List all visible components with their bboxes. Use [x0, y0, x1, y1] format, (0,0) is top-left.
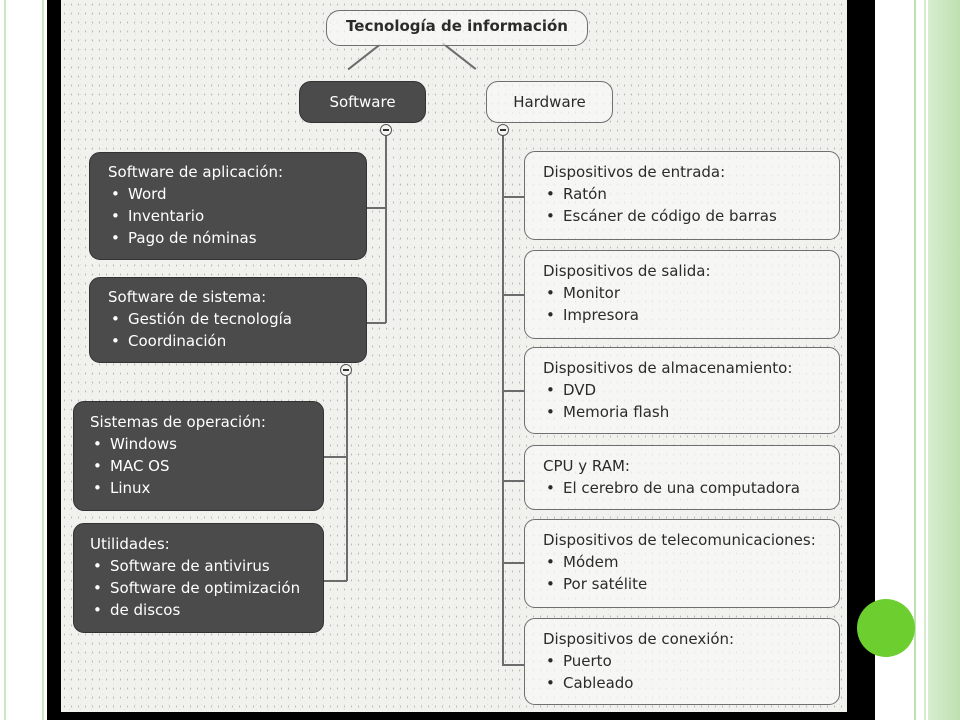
list-item: • Escáner de código de barras: [543, 205, 839, 227]
connector-software-trunk: [385, 135, 387, 323]
list-item: • Ratón: [543, 183, 839, 205]
box-software-aplicacion: [89, 152, 367, 260]
box-dispositivos-telecomunicaciones: [524, 519, 840, 608]
list-item: • DVD: [543, 379, 839, 401]
connector-hw-almacenamiento: [502, 390, 524, 392]
list-item: • MAC OS: [90, 455, 323, 477]
connector-software-sys: [367, 322, 386, 324]
box-title: Sistemas de operación:: [90, 413, 266, 431]
list-item: • Cableado: [543, 672, 839, 694]
list-item: • Software de antivirus: [90, 555, 323, 577]
slide-frame-left: [4, 0, 44, 720]
list-item: • Monitor: [543, 282, 839, 304]
list-item: • Módem: [543, 551, 839, 573]
box-software-sistema: [89, 277, 367, 363]
root-label: Tecnología de información: [346, 17, 568, 35]
box-title: Software de aplicación:: [108, 163, 284, 181]
box-title: Utilidades:: [90, 535, 170, 553]
software-node: [299, 81, 426, 123]
list-item: • Impresora: [543, 304, 839, 326]
list-item: • Windows: [90, 433, 323, 455]
connector-system-trunk: [346, 376, 348, 581]
connector-root-left: [347, 44, 380, 70]
list-item: • Software de optimización: [90, 577, 323, 599]
box-dispositivos-entrada: [524, 151, 840, 240]
list-item: • de discos: [90, 599, 323, 621]
connector-hw-cpu: [502, 480, 524, 482]
connector-system-util: [324, 580, 347, 582]
list-item: • Linux: [90, 477, 323, 499]
connector-hardware-trunk: [502, 135, 504, 665]
list-item: • Pago de nóminas: [108, 227, 366, 249]
list-item: • Gestión de tecnología: [108, 308, 366, 330]
list-item: • Puerto: [543, 650, 839, 672]
box-title: Software de sistema:: [108, 288, 267, 306]
scanned-diagram: [61, 0, 847, 712]
list-item: • Word: [108, 183, 366, 205]
collapse-software-icon[interactable]: [380, 124, 392, 136]
connector-hw-salida: [502, 294, 524, 296]
collapse-system-icon[interactable]: [340, 364, 352, 376]
box-cpu-ram: [524, 445, 840, 510]
root-node: [326, 10, 588, 46]
box-title: Dispositivos de telecomunicaciones:: [543, 531, 816, 549]
box-utilidades: [73, 523, 324, 633]
box-title: Dispositivos de salida:: [543, 262, 711, 280]
connector-hw-telecom: [502, 562, 524, 564]
software-label: Software: [329, 93, 396, 111]
box-dispositivos-almacenamiento: [524, 347, 840, 434]
connector-hw-conexion: [502, 664, 524, 666]
box-sistemas-operacion: [73, 401, 324, 511]
box-title: Dispositivos de conexión:: [543, 630, 735, 648]
connector-root-right: [442, 42, 476, 69]
collapse-hardware-icon[interactable]: [497, 124, 509, 136]
list-item: • El cerebro de una computadora: [543, 477, 839, 499]
list-item: • Por satélite: [543, 573, 839, 595]
box-dispositivos-conexion: [524, 618, 840, 705]
box-title: Dispositivos de entrada:: [543, 163, 726, 181]
green-circle-decoration: [857, 599, 915, 657]
slide-frame-right: [914, 0, 960, 720]
hardware-label: Hardware: [513, 93, 586, 111]
box-title: Dispositivos de almacenamiento:: [543, 359, 793, 377]
box-title: CPU y RAM:: [543, 457, 630, 475]
list-item: • Memoria flash: [543, 401, 839, 423]
slide-image: [47, 0, 875, 720]
connector-software-app: [367, 207, 386, 209]
connector-system-os: [324, 456, 347, 458]
connector-hw-entrada: [502, 196, 524, 198]
box-dispositivos-salida: [524, 250, 840, 339]
list-item: • Coordinación: [108, 330, 366, 352]
hardware-node: [486, 81, 613, 123]
list-item: • Inventario: [108, 205, 366, 227]
